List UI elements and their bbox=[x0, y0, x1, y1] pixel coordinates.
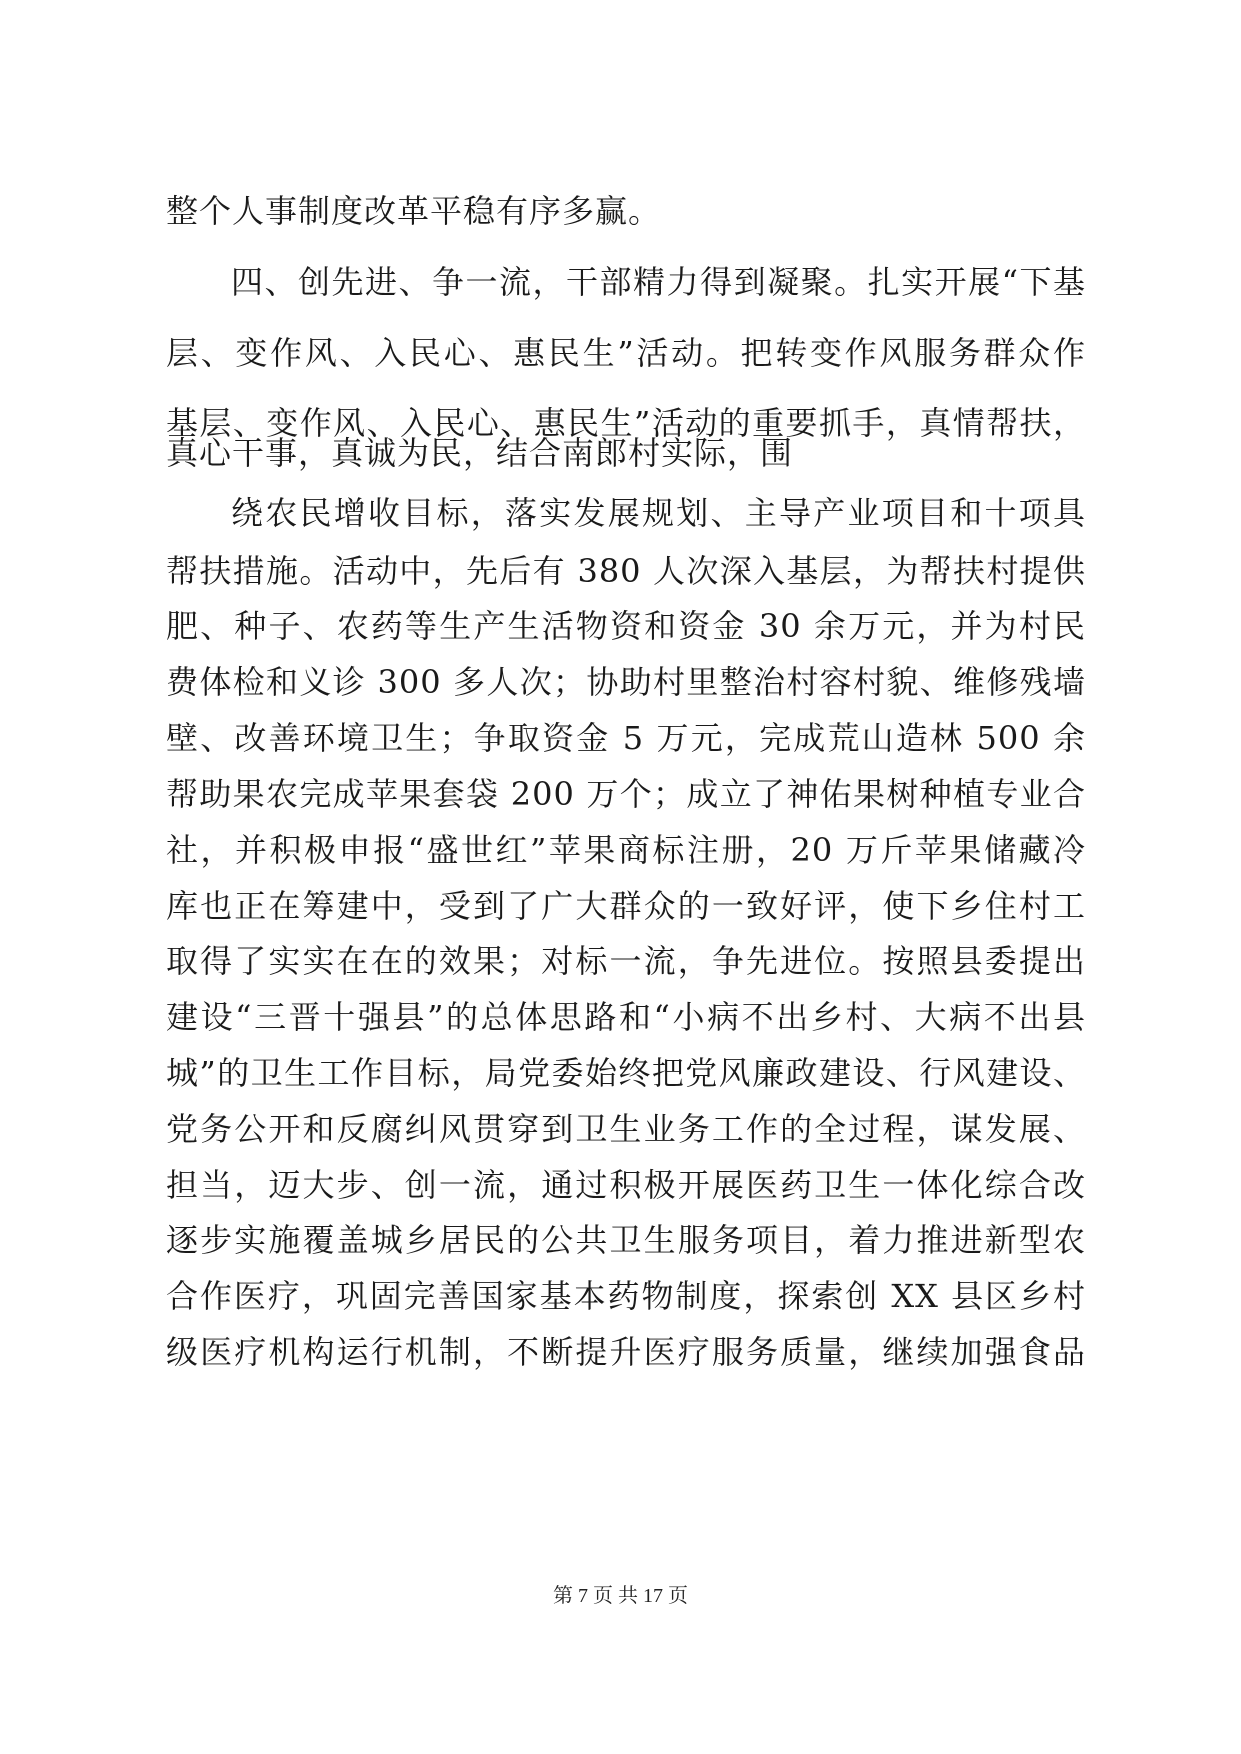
text-line-21: 级医疗机构运行机制，不断提升医疗服务质量，继续加强食品 bbox=[166, 1333, 1086, 1371]
text-line-20: 合作医疗，巩固完善国家基本药物制度，探索创 XX 县区乡村 bbox=[166, 1277, 1086, 1315]
text-line-1: 整个人事制度改革平稳有序多赢。 bbox=[166, 192, 662, 230]
text-line-17: 党务公开和反腐纠风贯穿到卫生业务工作的全过程，谋发展、 bbox=[166, 1110, 1086, 1148]
page-number-footer: 第 7 页 共 17 页 bbox=[553, 1585, 688, 1607]
text-line-19: 逐步实施覆盖城乡居民的公共卫生服务项目，着力推进新型农 bbox=[166, 1221, 1086, 1259]
text-line-18: 担当，迈大步、创一流，通过积极开展医药卫生一体化综合改 bbox=[166, 1166, 1086, 1204]
text-line-5: 真心干事，真诚为民，结合南郎村实际，围 bbox=[166, 434, 794, 472]
text-line-4: 基层、变作风、入民心、惠民生”活动的重要抓手，真情帮扶， bbox=[166, 404, 1086, 442]
text-line-11: 帮助果农完成苹果套袋 200 万个；成立了神佑果树种植专业合 bbox=[166, 775, 1086, 813]
text-line-10: 壁、改善环境卫生；争取资金 5 万元，完成荒山造林 500 余 bbox=[166, 719, 1086, 757]
text-line-7: 帮扶措施。活动中，先后有 380 人次深入基层，为帮扶村提供 bbox=[166, 552, 1086, 590]
text-line-8: 肥、种子、农药等生产生活物资和资金 30 余万元，并为村民 bbox=[166, 607, 1086, 645]
text-line-15: 建设“三晋十强县”的总体思路和“小病不出乡村、大病不出县 bbox=[166, 998, 1086, 1036]
paragraph-start-line: 绕农民增收目标，落实发展规划、主导产业项目和十项具 bbox=[231, 494, 1086, 532]
text-line-12: 社，并积极申报“盛世红”苹果商标注册，20 万斤苹果储藏冷 bbox=[166, 831, 1086, 869]
paragraph-4-heading-line: 四、创先进、争一流，干部精力得到凝聚。扎实开展“下基 bbox=[231, 263, 1086, 301]
text-line-16: 城”的卫生工作目标，局党委始终把党风廉政建设、行风建设、 bbox=[166, 1054, 1086, 1092]
text-line-13: 库也正在筹建中，受到了广大群众的一致好评，使下乡住村工 bbox=[166, 887, 1086, 925]
text-line-3: 层、变作风、入民心、惠民生”活动。把转变作风服务群众作 bbox=[166, 334, 1086, 372]
text-line-9: 费体检和义诊 300 多人次；协助村里整治村容村貌、维修残墙 bbox=[166, 663, 1086, 701]
text-line-14: 取得了实实在在的效果；对标一流，争先进位。按照县委提出 bbox=[166, 942, 1086, 980]
